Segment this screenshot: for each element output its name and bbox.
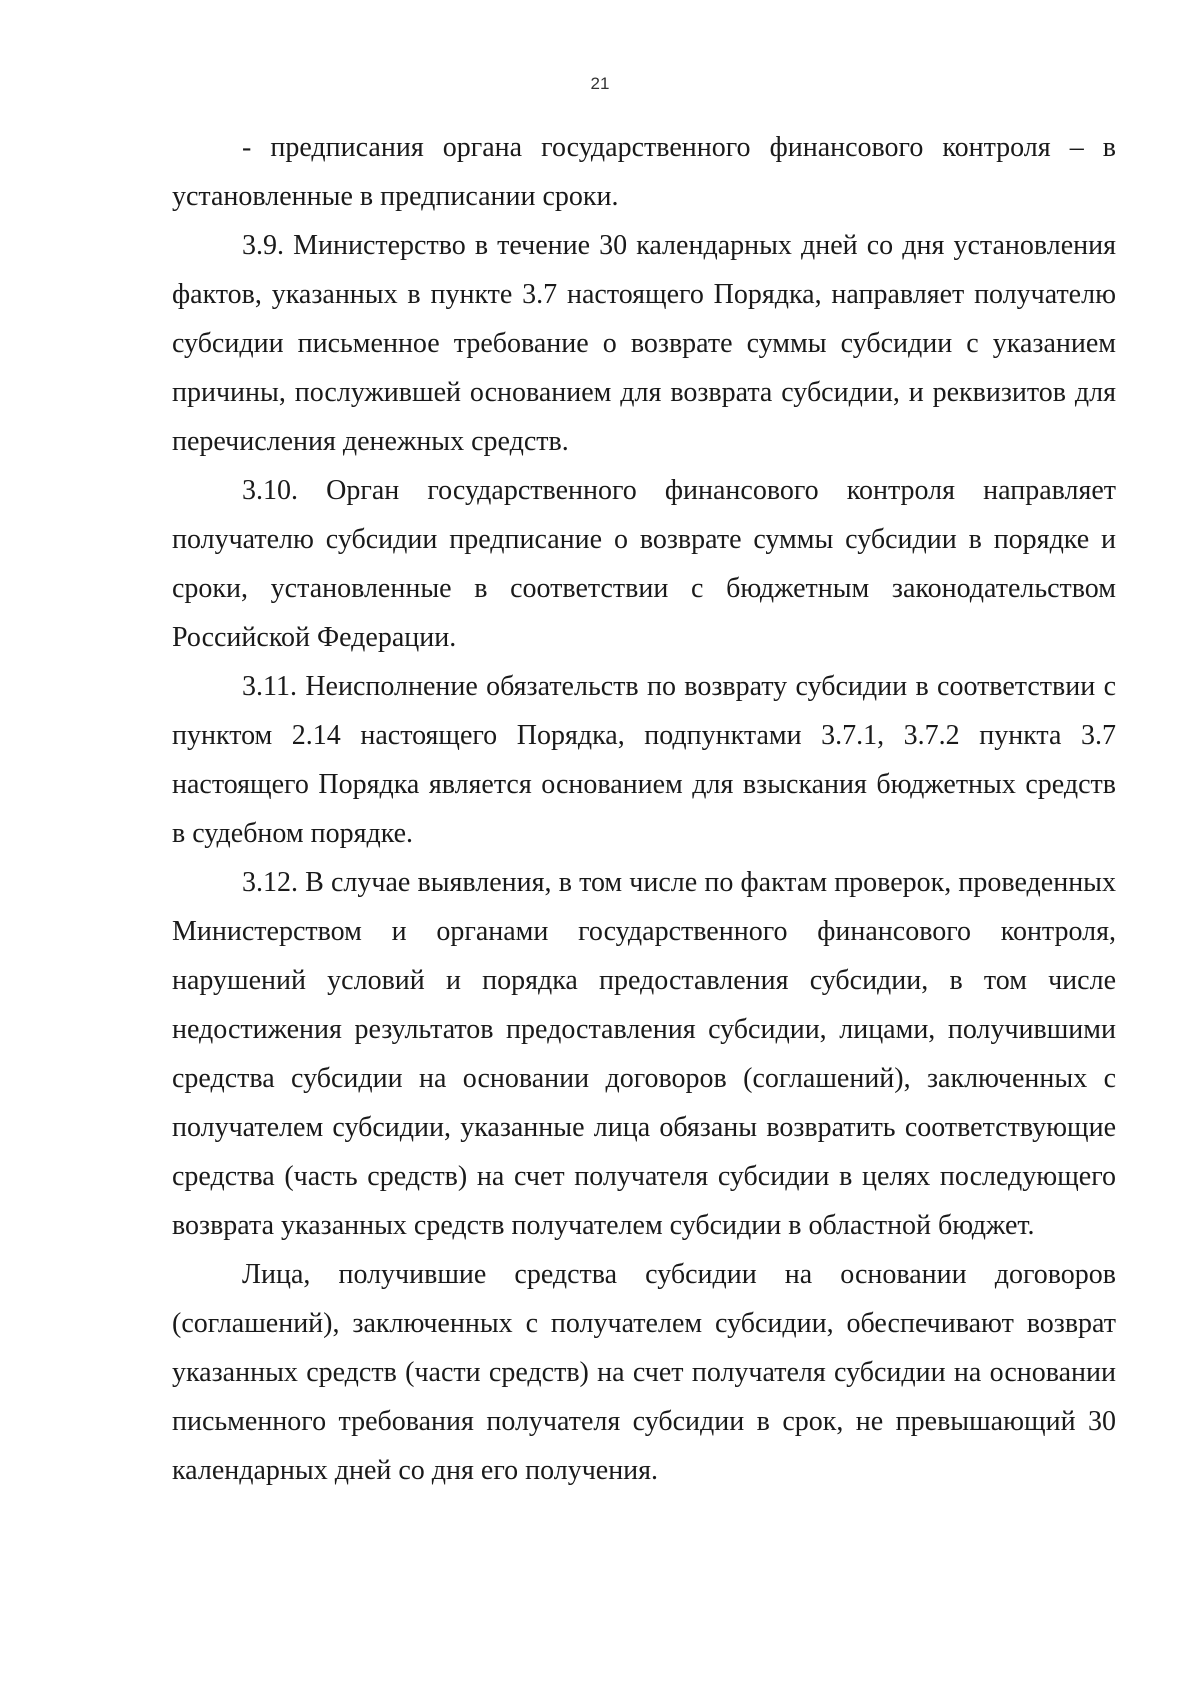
paragraph-recipients-obligations: Лица, получившие средства субсидии на основании договоров (соглашений), заключенных с получателем субсидии, обеспечивают возврат указанных средств (части средств) на счет получателя субсидии на основании письменного требования получателя субсидии в срок, не превышающий 30 календарных дней со дня его получения. (172, 1259, 1116, 1486)
paragraph-prescription-deadline: - предписания органа государственного финансового контроля – в установленные в предписании сроки. (172, 132, 1116, 212)
paragraph-3-11: 3.11. Неисполнение обязательств по возврату субсидии в соответствии с пунктом 2.14 настоящего Порядка, подпунктами 3.7.1, 3.7.2 пункта 3.7 настоящего Порядка является основанием для взыскания бюджетных средств в судебном порядке. (172, 671, 1116, 849)
paragraph-3-10: 3.10. Орган государственного финансового контроля направляет получателю субсидии предписание о возврате суммы субсидии в порядке и сроки, установленные в соответствии с бюджетным законодательством Российской Федерации. (172, 475, 1116, 653)
paragraph-3-9: 3.9. Министерство в течение 30 календарных дней со дня установления фактов, указанных в пункте 3.7 настоящего Порядка, направляет получателю субсидии письменное требование о возврате суммы субсидии с указанием причины, послужившей основанием для возврата субсидии, и реквизитов для перечисления денежных средств. (172, 230, 1116, 457)
paragraph-3-12: 3.12. В случае выявления, в том числе по фактам проверок, проведенных Министерством и органами государственного финансового контроля, нарушений условий и порядка предоставления субсидии, в том числе недостижения результатов предоставления субсидии, лицами, получившими средства субсидии на основании договоров (соглашений), заключенных с получателем субсидии, указанные лица обязаны возвратить соответствующие средства (часть средств) на счет получателя субсидии в целях последующего возврата указанных средств получателем субсидии в областной бюджет. (172, 867, 1116, 1241)
page-number: 21 (590, 74, 610, 93)
document-body (172, 123, 1116, 1495)
